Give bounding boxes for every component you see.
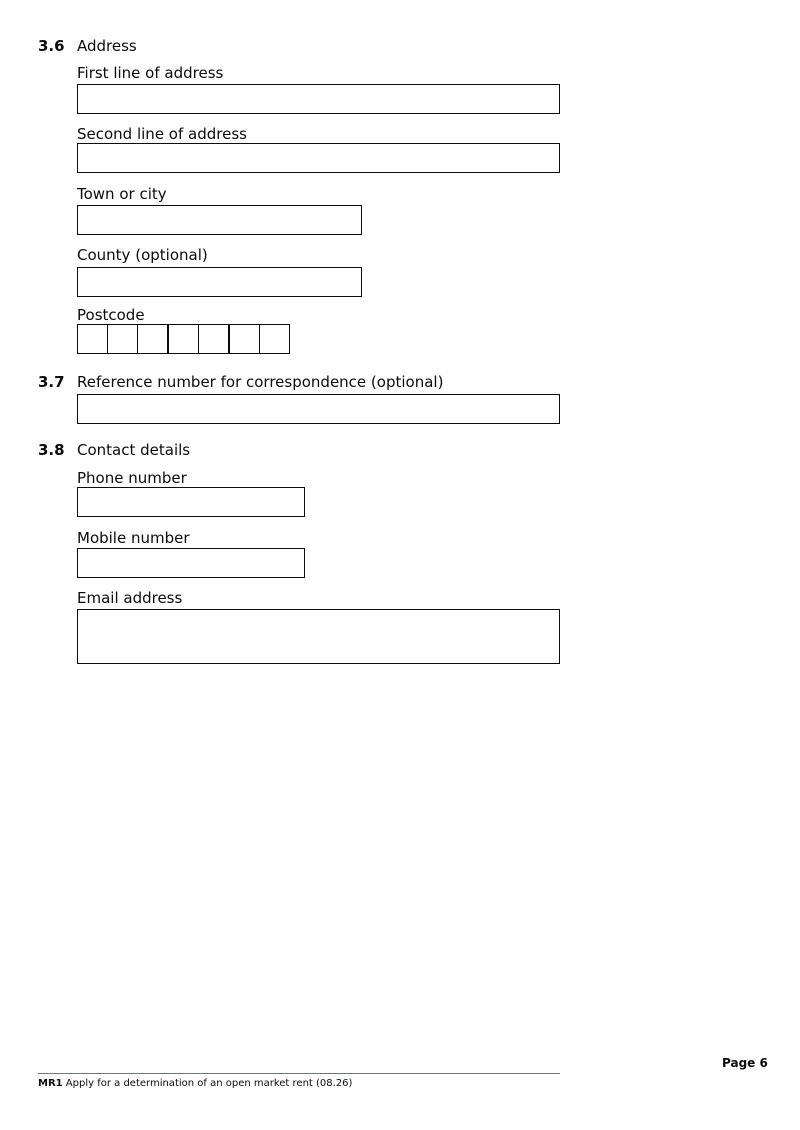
question-number-3-7: 3.7 (38, 373, 65, 391)
county-field[interactable] (77, 267, 362, 297)
question-number-3-8: 3.8 (38, 441, 65, 459)
town-label: Town or city (77, 185, 167, 203)
postcode-cell-4[interactable] (168, 324, 199, 354)
reference-number-field[interactable] (77, 394, 560, 424)
town-or-city-field[interactable] (77, 205, 362, 235)
page-number: Page 6 (722, 1056, 768, 1070)
phone-label: Phone number (77, 469, 187, 487)
county-label-text: County (77, 246, 131, 264)
postcode-label: Postcode (77, 306, 145, 324)
mobile-label: Mobile number (77, 529, 190, 547)
email-address-field[interactable] (77, 609, 560, 664)
county-label (77, 246, 208, 264)
question-title-contact-details: Contact details (77, 441, 191, 459)
postcode-field (77, 324, 290, 354)
footer-form-code: MR1 (38, 1078, 63, 1089)
second-line-of-address-field[interactable] (77, 143, 560, 173)
postcode-cell-2[interactable] (107, 324, 138, 354)
question-number-3-6: 3.6 (38, 37, 65, 55)
second-line-label: Second line of address (77, 125, 247, 143)
question-title-address: Address (77, 37, 137, 55)
county-optional-text: (optional) (135, 246, 208, 264)
footer-divider (38, 1073, 560, 1074)
phone-number-field[interactable] (77, 487, 305, 517)
email-label: Email address (77, 589, 183, 607)
question-title-reference-number: Reference number for correspondence (optional) (77, 373, 444, 391)
first-line-label: First line of address (77, 64, 224, 82)
first-line-of-address-field[interactable] (77, 84, 560, 114)
footer-form-reference (38, 1078, 352, 1090)
postcode-cell-1[interactable] (77, 324, 108, 354)
postcode-cell-7[interactable] (259, 324, 290, 354)
postcode-cell-3[interactable] (137, 324, 168, 354)
footer-form-title: Apply for a determination of an open market rent (08.26) (65, 1078, 353, 1089)
postcode-cell-5[interactable] (198, 324, 229, 354)
postcode-cell-6[interactable] (229, 324, 260, 354)
mobile-number-field[interactable] (77, 548, 305, 578)
